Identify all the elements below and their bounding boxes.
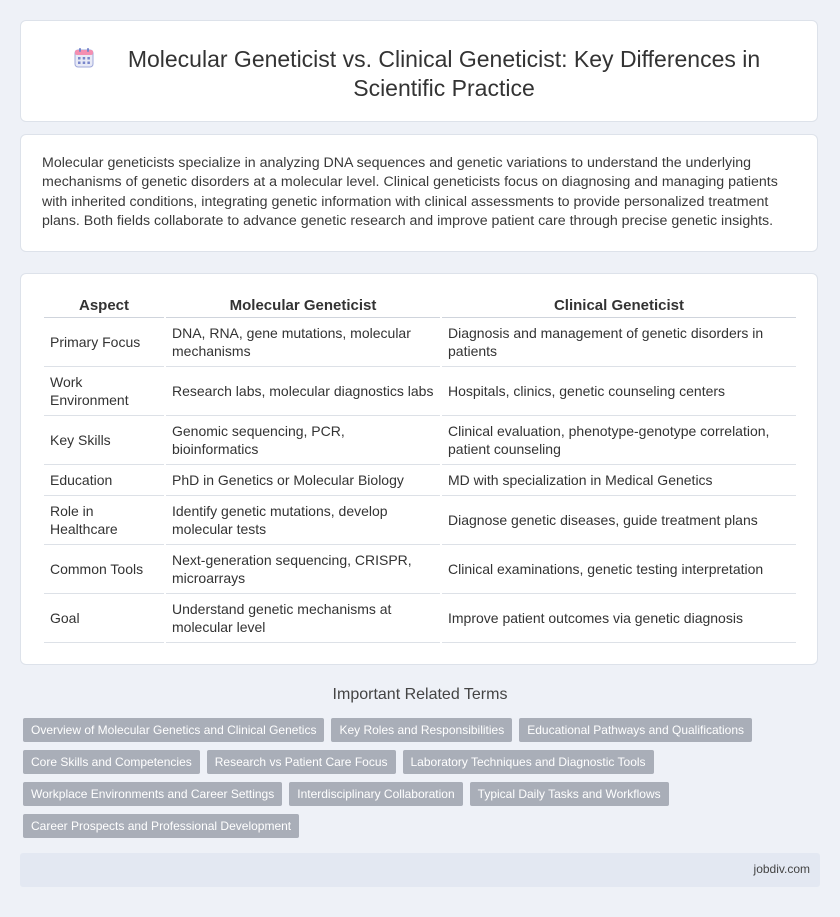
cell-aspect: Education — [44, 465, 164, 496]
table-header-row — [44, 292, 796, 318]
related-term-tag[interactable]: Educational Pathways and Qualifications — [519, 718, 752, 742]
intro-paragraph: Molecular geneticists specialize in analyzing DNA sequences and genetic variations to understand the underlying mechanisms of genetic disorders at a molecular level. Clinical geneticists focus on diagnosing and managing patients with inherited conditions, integrating genetic information with clinical assessments to provide personalized treatment plans. Both fields collaborate to advance genetic research and improve patient care through precise genetic insights. — [42, 155, 778, 229]
cell-clinical: Hospitals, clinics, genetic counseling centers — [442, 367, 796, 416]
related-term-tag[interactable]: Workplace Environments and Career Settings — [23, 782, 282, 806]
cell-molecular: Genomic sequencing, PCR, bioinformatics — [166, 416, 440, 465]
comparison-table — [42, 292, 798, 643]
cell-aspect: Primary Focus — [44, 318, 164, 367]
comparison-table-card — [20, 273, 818, 665]
calendar-icon — [73, 47, 95, 69]
cell-clinical: Diagnose genetic diseases, guide treatment plans — [442, 496, 796, 545]
cell-clinical: Improve patient outcomes via genetic diagnosis — [442, 594, 796, 643]
cell-clinical: Diagnosis and management of genetic disorders in patients — [442, 318, 796, 367]
related-term-tag[interactable]: Laboratory Techniques and Diagnostic Tools — [403, 750, 654, 774]
header-aspect: Aspect — [44, 292, 164, 318]
cell-aspect: Key Skills — [44, 416, 164, 465]
related-terms-title: Important Related Terms — [332, 686, 508, 703]
footer — [20, 853, 820, 887]
related-term-tag[interactable]: Typical Daily Tasks and Workflows — [470, 782, 669, 806]
footer-site-link[interactable]: jobdiv.com — [753, 862, 810, 876]
table-row — [44, 545, 796, 594]
cell-molecular: Research labs, molecular diagnostics labs — [166, 367, 440, 416]
cell-aspect: Role in Healthcare — [44, 496, 164, 545]
cell-aspect: Work Environment — [44, 367, 164, 416]
title-card — [20, 20, 818, 122]
cell-clinical: Clinical evaluation, phenotype-genotype correlation, patient counseling — [442, 416, 796, 465]
related-terms-tags — [23, 718, 783, 838]
table-row — [44, 594, 796, 643]
table-row — [44, 367, 796, 416]
cell-aspect: Goal — [44, 594, 164, 643]
cell-molecular: PhD in Genetics or Molecular Biology — [166, 465, 440, 496]
related-term-tag[interactable]: Career Prospects and Professional Development — [23, 814, 299, 838]
related-term-tag[interactable]: Core Skills and Competencies — [23, 750, 200, 774]
cell-molecular: Next-generation sequencing, CRISPR, microarrays — [166, 545, 440, 594]
related-term-tag[interactable]: Interdisciplinary Collaboration — [289, 782, 462, 806]
table-row — [44, 318, 796, 367]
page-title: Molecular Geneticist vs. Clinical Geneticist: Key Differences in Scientific Practice — [127, 46, 761, 101]
cell-molecular: Identify genetic mutations, develop molecular tests — [166, 496, 440, 545]
table-row — [44, 465, 796, 496]
related-term-tag[interactable]: Research vs Patient Care Focus — [207, 750, 396, 774]
related-term-tag[interactable]: Overview of Molecular Genetics and Clinical Genetics — [23, 718, 324, 742]
related-term-tag[interactable]: Key Roles and Responsibilities — [331, 718, 512, 742]
table-row — [44, 416, 796, 465]
cell-aspect: Common Tools — [44, 545, 164, 594]
cell-clinical: MD with specialization in Medical Genetics — [442, 465, 796, 496]
cell-molecular: DNA, RNA, gene mutations, molecular mechanisms — [166, 318, 440, 367]
cell-clinical: Clinical examinations, genetic testing interpretation — [442, 545, 796, 594]
table-row — [44, 496, 796, 545]
header-clinical-geneticist: Clinical Geneticist — [442, 292, 796, 318]
header-molecular-geneticist: Molecular Geneticist — [166, 292, 440, 318]
cell-molecular: Understand genetic mechanisms at molecular level — [166, 594, 440, 643]
intro-card — [20, 134, 818, 252]
